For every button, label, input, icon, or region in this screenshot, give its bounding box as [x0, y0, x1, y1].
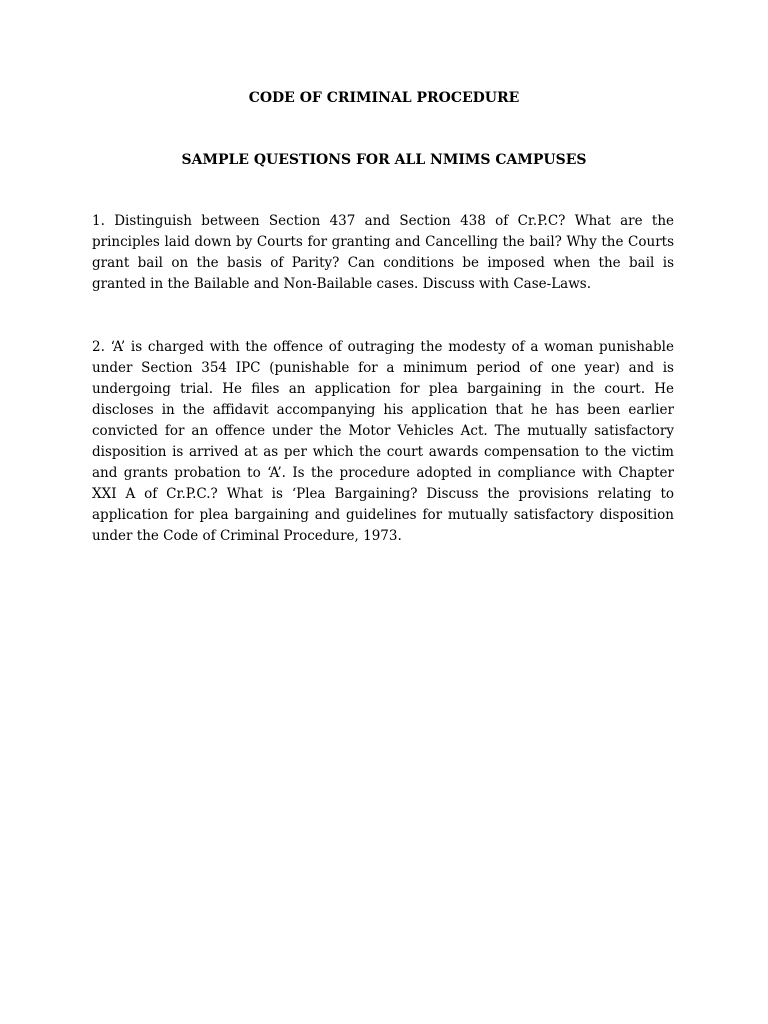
question-1: 1. Distinguish between Section 437 and Section 438 of Cr.P.C? What are the principles laid down by Courts for granting and Cancelling the bail? Why the Courts grant bail on the basis of Parity? Can conditions be imposed when the bail is granted in the Bailable and Non-Bailable cases. Discuss with Case-Laws.	[92, 213, 674, 292]
document-title: CODE OF CRIMINAL PROCEDURE	[248, 90, 520, 106]
document-subtitle: SAMPLE QUESTIONS FOR ALL NMIMS CAMPUSES	[181, 152, 587, 168]
question-2: 2. ‘A’ is charged with the offence of outraging the modesty of a woman punishable under Section 354 IPC (punishable for a minimum period of one year) and is undergoing trial. He files an application for plea bargaining in the court. He discloses in the affidavit accompanying his application that he has been earlier convicted for an offence under the Motor Vehicles Act. The mutually satisfactory disposition is arrived at as per which the court awards compensation to the victim and grants probation to ‘A’. Is the procedure adopted in compliance with Chapter XXI A of Cr.P.C.? What is ‘Plea Bargaining? Discuss the provisions relating to application for plea bargaining and guidelines for mutually satisfactory disposition under the Code of Criminal Procedure, 1973.	[92, 339, 674, 544]
